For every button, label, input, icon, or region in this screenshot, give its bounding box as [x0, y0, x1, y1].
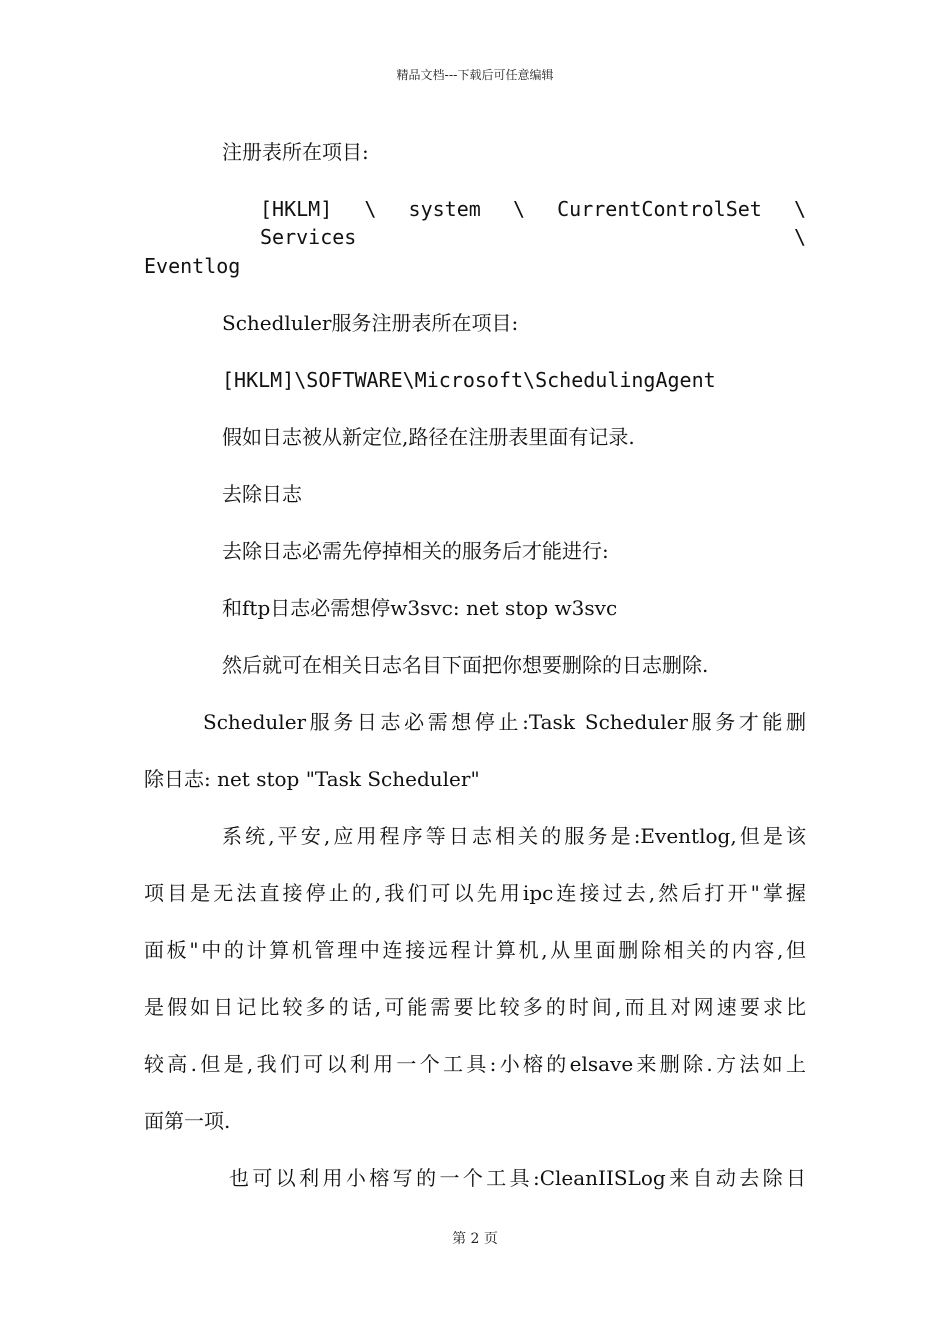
registry-path-line: [HKLM] \ system \ CurrentControlSet \ Services \: [260, 197, 806, 249]
paragraph-line: 是假如日记比较多的话,可能需要比较多的时间,而且对网速要求比: [144, 995, 806, 1019]
paragraph-line: 然后就可在相关日志名目下面把你想要删除的日志删除.: [222, 653, 709, 677]
command-line: 除日志: net stop "Task Scheduler": [144, 767, 480, 791]
page-number: 第 2 页: [452, 1231, 498, 1247]
paragraph-line: Scheduler服务日志必需想停止:Task Scheduler服务才能删: [203, 710, 806, 734]
paragraph-line: 较高.但是,我们可以利用一个工具:小榕的elsave来删除.方法如上: [144, 1052, 806, 1076]
command-line: 和ftp日志必需想停w3svc: net stop w3svc: [222, 596, 618, 620]
paragraph-line: 面第一项.: [144, 1109, 231, 1133]
registry-path-line: Eventlog: [144, 254, 241, 278]
paragraph-line: 假如日志被从新定位,路径在注册表里面有记录.: [222, 425, 635, 449]
page-header: 精品文档---下载后可任意编辑: [396, 68, 554, 82]
paragraph-line: Schedluler服务注册表所在项目:: [222, 311, 519, 335]
paragraph-line: 系统,平安,应用程序等日志相关的服务是:Eventlog,但是该: [222, 824, 806, 848]
paragraph-line: 去除日志必需先停掉相关的服务后才能进行:: [222, 539, 609, 563]
registry-path-line: [HKLM]\SOFTWARE\Microsoft\SchedulingAgent: [222, 368, 716, 392]
paragraph-line: 面板"中的计算机管理中连接远程计算机,从里面删除相关的内容,但: [144, 938, 806, 962]
section-heading: 去除日志: [222, 482, 302, 506]
paragraph-line: 项目是无法直接停止的,我们可以先用ipc连接过去,然后打开"掌握: [144, 881, 806, 905]
paragraph-line: 注册表所在项目:: [222, 140, 369, 164]
paragraph-line: 也可以利用小榕写的一个工具:CleanIISLog来自动去除日: [229, 1166, 806, 1190]
